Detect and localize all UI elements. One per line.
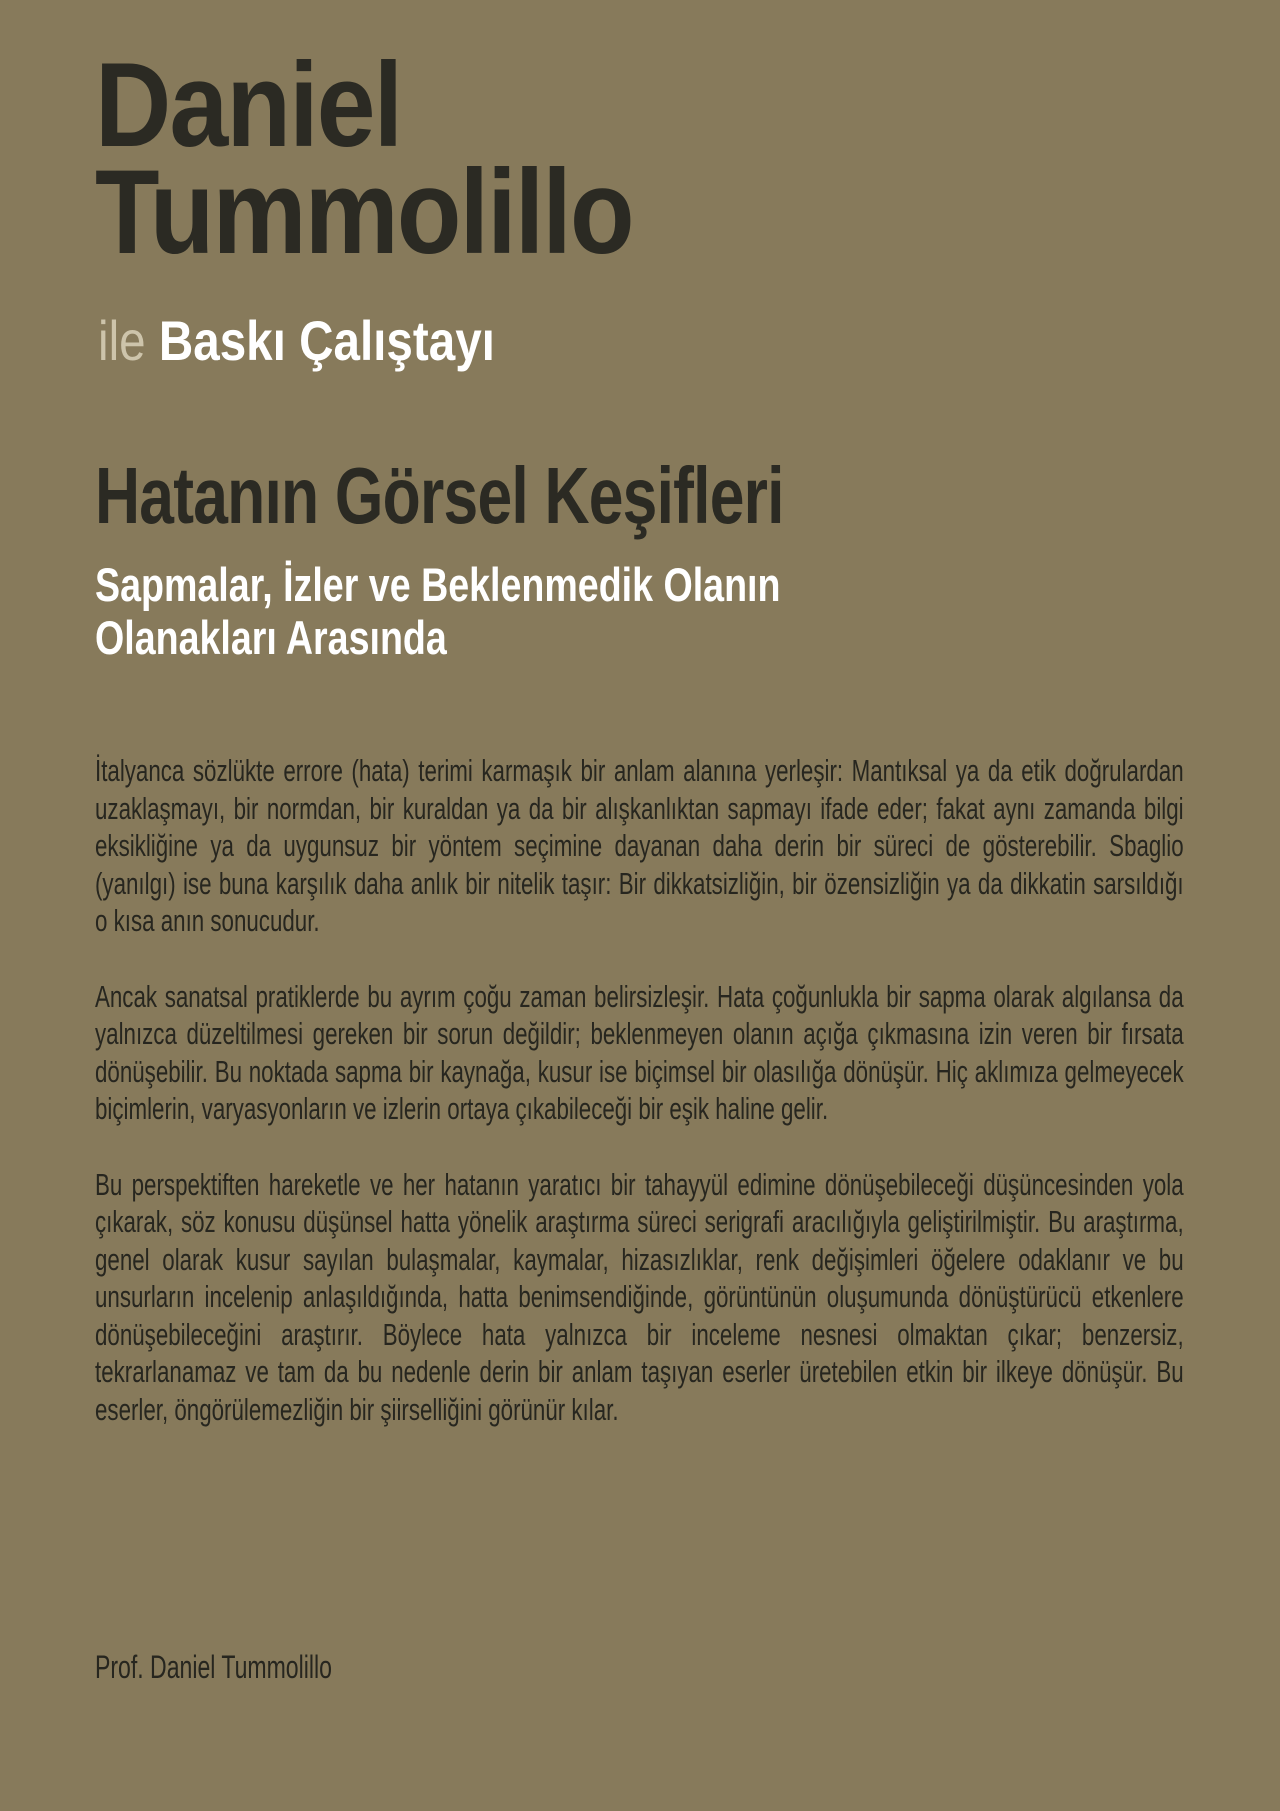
lecture-title-block xyxy=(95,452,978,664)
lecture-title: Hatanın Görsel Keşifleri xyxy=(95,451,784,540)
signature-line: Prof. Daniel Tummolillo xyxy=(95,1649,332,1685)
workshop-subtitle xyxy=(98,310,495,372)
body-paragraph-3: Bu perspektiften hareketle ve her hatanın yaratıcı bir tahayyül edimine dönüşebileceği düşüncesinden yola çıkarak, söz konusu düşünsel hatta yönelik araştırma süreci serigrafi aracılığıyla geliştirilmiştir. Bu araştırma, genel olarak kusur sayılan bulaşmalar, kaymalar, hizasızlıklar, renk değişimleri öğelere odaklanır ve bu unsurların incelenip anlaşıldığında, hatta benimsendiğinde, görüntünün oluşumunda dönüştürücü etkenlere dönüşebileceğini araştırır. Böylece hata yalnızca bir inceleme nesnesi olmaktan çıkar; benzersiz, tekrarlanamaz ve tam da bu nedenle derin bir anlam taşıyan eserler üretebilen etkin bir ilkeye dönüşür. Bu eserler, öngörülemezliğin bir şiirselliğini görünür kılar. xyxy=(95,1166,1184,1427)
lecture-subtitle-line1: Sapmalar, İzler ve Beklenmedik Olanın xyxy=(95,558,781,611)
workshop-subtitle-title: Baskı Çalıştayı xyxy=(158,309,495,372)
body-text xyxy=(95,752,1184,1466)
body-paragraph-2: Ancak sanatsal pratiklerde bu ayrım çoğu zaman belirsizleşir. Hata çoğunlukla bir sapma olarak algılansa da yalnızca düzeltilmesi gereken bir sorun değildir; beklenmeyen olanın açığa çıkmasına izin veren bir fırsata dönüşebilir. Bu noktada sapma bir kaynağa, kusur ise biçimsel bir olasılığa dönüşür. Hiç aklımıza gelmeyecek biçimlerin, varyasyonların ve izlerin ortaya çıkabileceği bir eşik haline gelir. xyxy=(95,978,1184,1126)
workshop-subtitle-prefix: ile xyxy=(98,309,146,372)
artist-name xyxy=(95,38,633,279)
artist-last-name: Tummolillo xyxy=(95,145,633,279)
body-paragraph-1: İtalyanca sözlükte errore (hata) terimi karmaşık bir anlam alanına yerleşir: Mantıksal ya da etik doğrulardan uzaklaşmayı, bir normdan, bir kuraldan ya da bir alışkanlıktan sapmayı ifade eder; fakat aynı zamanda bilgi eksikliğine ya da uygunsuz bir yöntem seçimine dayanan daha derin bir süreci de gösterebilir. Sbaglio (yanılgı) ise buna karşılık daha anlık bir nitelik taşır: Bir dikkatsizliğin, bir özensizliğin ya da dikkatin sarsıldığı o kısa anın sonucudur. xyxy=(95,753,1184,938)
lecture-subtitle-line2: Olanakları Arasında xyxy=(95,611,447,664)
lecture-subtitle xyxy=(95,558,801,664)
artist-first-name: Daniel xyxy=(95,38,402,172)
